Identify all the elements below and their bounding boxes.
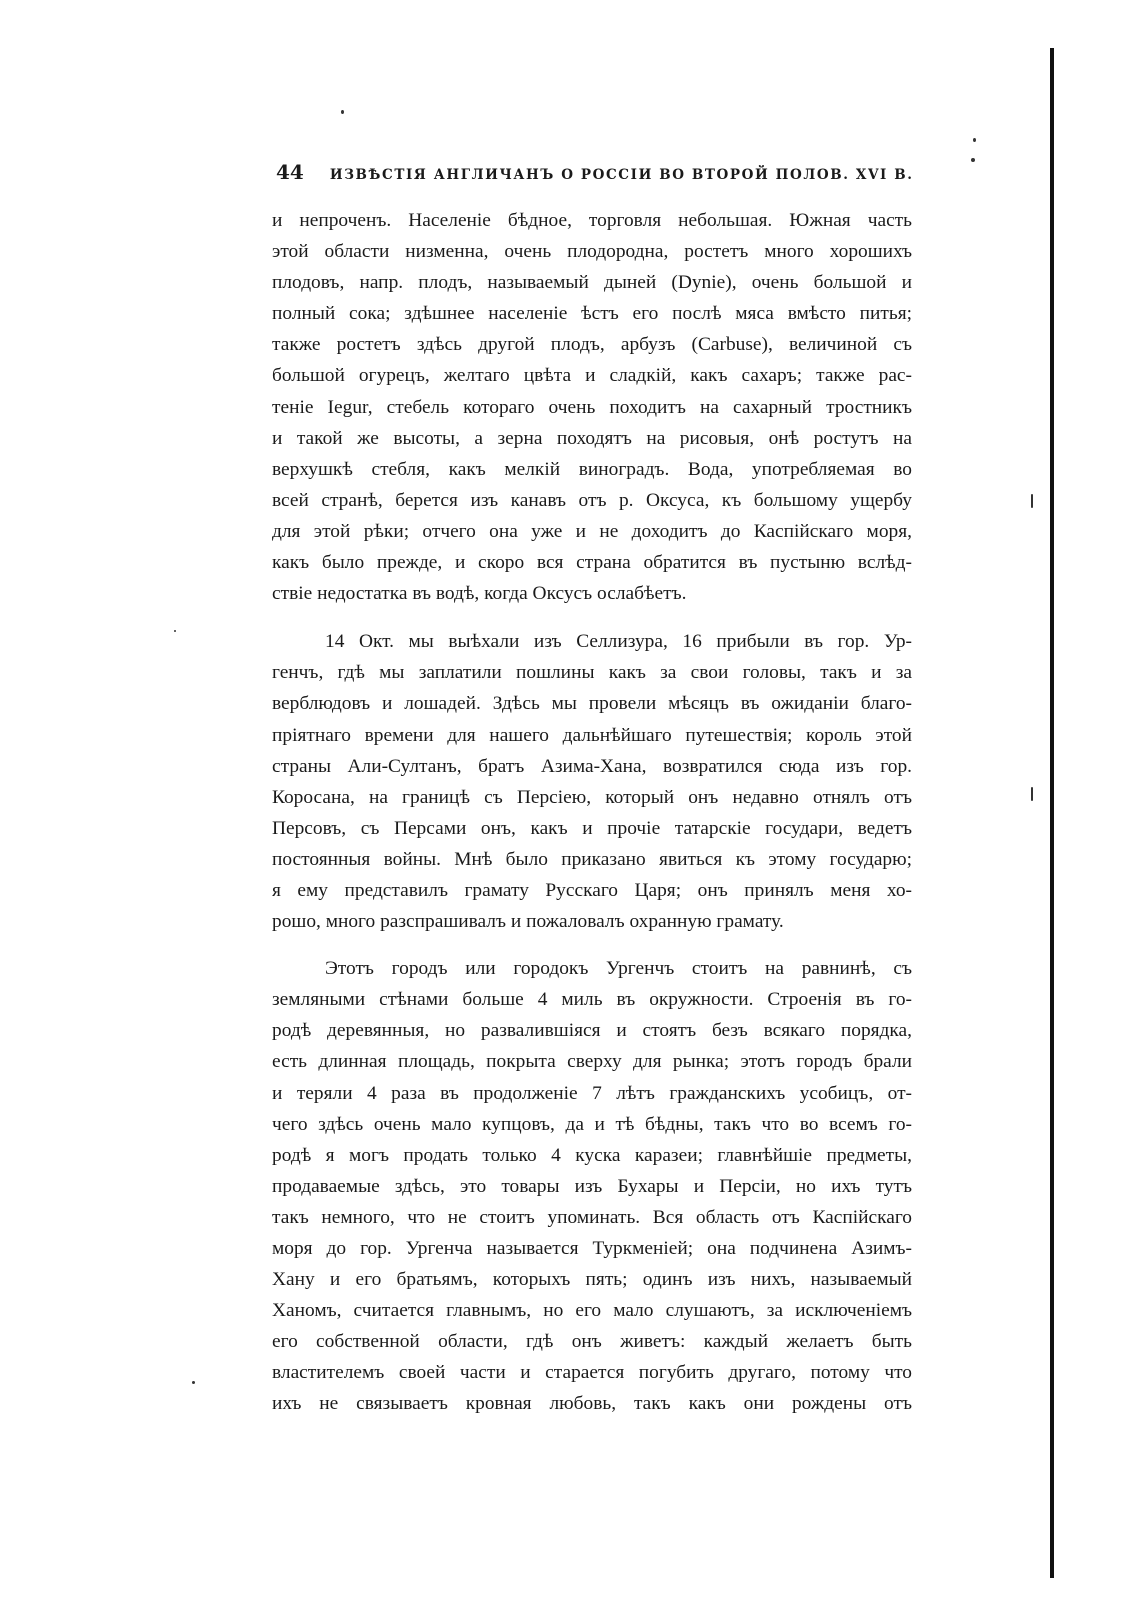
- text-line: родѣ деревянныя, но развалившіяся и стоятъ безъ всякаго порядка,: [272, 1020, 912, 1042]
- paragraph: [272, 953, 912, 1419]
- text-line: какъ было прежде, и скоро вся страна обратится въ пустыню вслѣд-: [272, 552, 912, 574]
- text-line: продаваемые здѣсь, это товары изъ Бухары и Персіи, но ихъ тутъ: [272, 1175, 912, 1197]
- text-line: ихъ не связываетъ кровная любовь, такъ какъ они рождены отъ: [272, 1393, 912, 1415]
- text-line: для этой рѣки; отчего она уже и не доходитъ до Каспійскаго моря,: [272, 520, 912, 542]
- text-line: рошо, много разспрашивалъ и пожаловалъ охранную грамату.: [272, 911, 784, 933]
- text-line: и непроченъ. Населеніе бѣдное, торговля небольшая. Южная часть: [272, 210, 912, 231]
- scan-speck: [174, 630, 176, 632]
- text-line: чего здѣсь очень мало купцовъ, да и тѣ бѣдны, такъ что во всемъ го-: [272, 1113, 912, 1135]
- text-line: Хану и его братьямъ, которыхъ пять; одинъ изъ нихъ, называемый: [272, 1269, 912, 1291]
- text-line: такъ немного, что не стоитъ упоминать. Вся область отъ Каспійскаго: [272, 1206, 912, 1228]
- text-line: земляными стѣнами больше 4 миль въ окружности. Строенія въ го-: [272, 989, 912, 1011]
- text-line: Коросана, на границѣ съ Персіею, который онъ недавно отнялъ отъ: [272, 786, 912, 808]
- text-line: Ханомъ, считается главнымъ, но его мало слушаютъ, за исключеніемъ: [272, 1300, 912, 1322]
- scan-speck: [973, 138, 976, 142]
- text-line: есть длинная площадь, покрыта сверху для рынка; этотъ городъ брали: [272, 1051, 912, 1073]
- text-line: постоянныя войны. Мнѣ было приказано явиться къ этому государю;: [272, 848, 912, 870]
- scan-speck: [192, 1381, 195, 1384]
- text-line: я ему представилъ грамату Русскаго Царя; онъ принялъ меня хо-: [272, 879, 912, 901]
- text-line: ствіе недостатка въ водѣ, когда Оксусъ ослабѣетъ.: [272, 583, 687, 605]
- text-line: полный сока; здѣшнее населеніе ѣстъ его послѣ мяса вмѣсто питья;: [272, 303, 912, 325]
- scan-speck: [1031, 787, 1033, 801]
- paragraph: [272, 205, 912, 609]
- text-line: 14 Окт. мы выѣхали изъ Селлизура, 16 прибыли въ гор. Ур-: [325, 631, 912, 653]
- text-line: и теряли 4 раза въ продолженіе 7 лѣтъ гражданскихъ усобицъ, от-: [272, 1082, 912, 1104]
- paragraph-gap: [272, 937, 912, 953]
- text-line: генчъ, гдѣ мы заплатили пошлины какъ за свои головы, такъ и за: [272, 662, 912, 684]
- text-line: плодовъ, напр. плодъ, называемый дыней (Dynie), очень большой и: [272, 272, 912, 294]
- text-line: также ростетъ здѣсь другой плодъ, арбузъ (Carbuse), величиной съ: [272, 334, 912, 356]
- text-line: теніе Iegur, стебель котораго очень походитъ на сахарный тростникъ: [272, 396, 912, 418]
- scan-speck: [1031, 494, 1033, 508]
- text-line: Персовъ, съ Персами онъ, какъ и прочіе татарскіе государи, ведетъ: [272, 817, 912, 839]
- text-line: большой огурецъ, желтаго цвѣта и сладкій, какъ сахаръ; также рас-: [272, 365, 912, 387]
- text-line: моря до гор. Ургенча называется Туркменіей; она подчинена Азимъ-: [272, 1238, 912, 1259]
- text-line: этой области низменна, очень плодородна, ростетъ много хорошихъ: [272, 241, 912, 263]
- text-line: его собственной области, гдѣ онъ живетъ: каждый желаетъ быть: [272, 1331, 912, 1353]
- body-text: [272, 205, 912, 1420]
- paragraph: [272, 626, 912, 937]
- scan-speck: [341, 110, 344, 114]
- text-line: верблюдовъ и лошадей. Здѣсь мы провели мѣсяцъ въ ожиданіи благо-: [272, 693, 912, 715]
- text-line: страны Али-Султанъ, братъ Азима-Хана, возвратился сюда изъ гор.: [272, 755, 912, 777]
- page-number: 44: [276, 160, 304, 184]
- text-line: пріятнаго времени для нашего дальнѣйшаго путешествія; король этой: [272, 724, 912, 746]
- running-head: ИЗВѢСТІЯ АНГЛИЧАНЪ О РОССІИ ВО ВТОРОЙ ПОЛОВ. XVI В.: [329, 167, 914, 183]
- text-line: властителемъ своей части и старается погубить другаго, потому что: [272, 1362, 912, 1384]
- paragraph-gap: [272, 609, 912, 626]
- text-line: и такой же высоты, а зерна походятъ на рисовыя, онѣ ростутъ на: [272, 427, 912, 449]
- scan-edge-line: [1050, 48, 1054, 1578]
- text-line: Этотъ городъ или городокъ Ургенчъ стоитъ на равнинѣ, съ: [325, 958, 912, 980]
- text-line: родѣ я могъ продать только 4 куска каразеи; главнѣйшіе предметы,: [272, 1144, 912, 1166]
- scan-speck: [971, 158, 975, 162]
- text-line: всей странѣ, берется изъ канавъ отъ р. Оксуса, къ большому ущербу: [272, 489, 912, 511]
- text-line: верхушкѣ стебля, какъ мелкій виноградъ. Вода, употребляемая во: [272, 458, 912, 480]
- page-header: [276, 160, 916, 188]
